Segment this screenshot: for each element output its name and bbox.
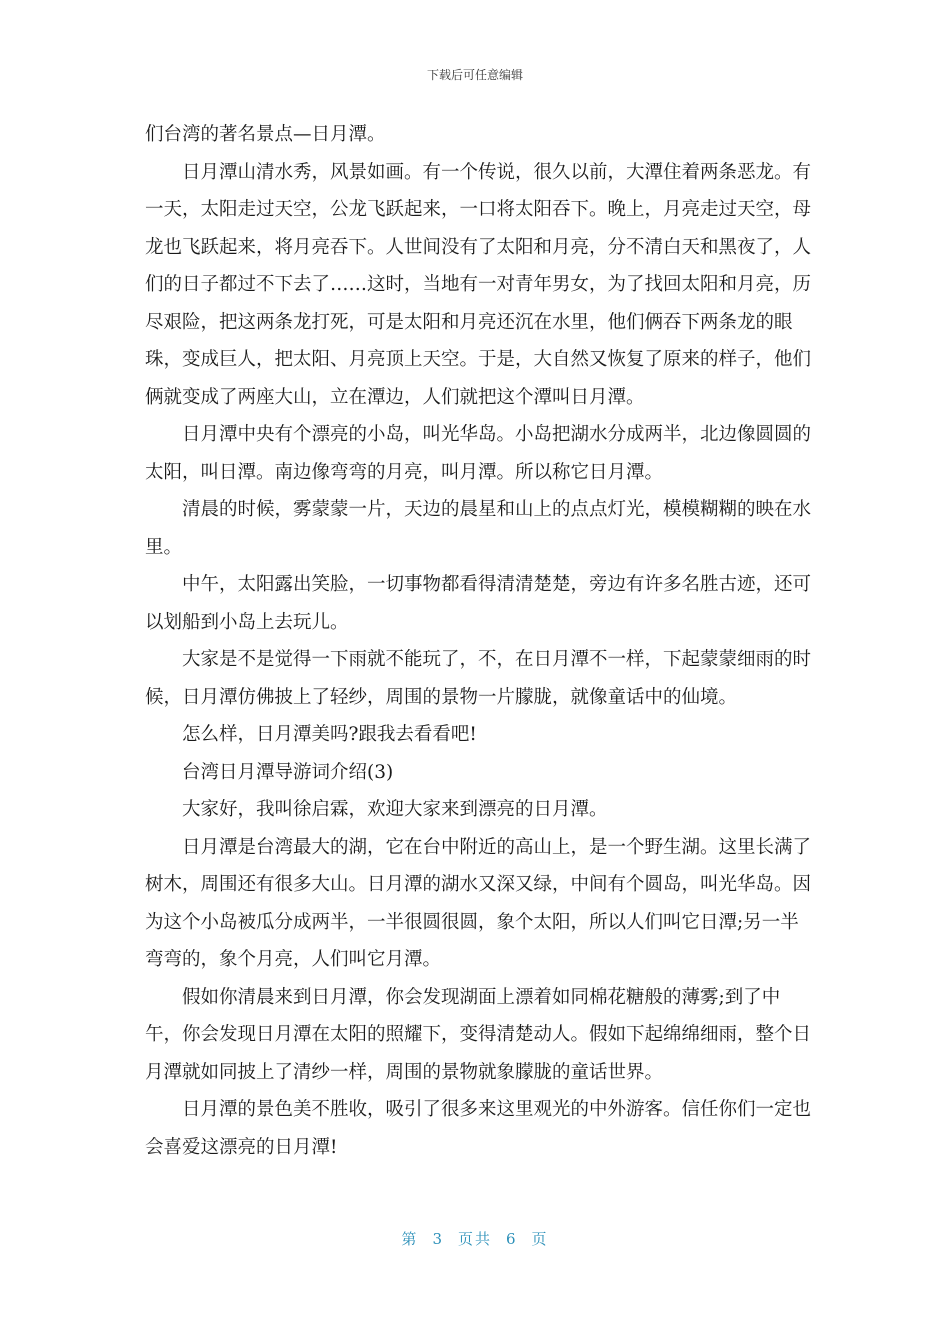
- paragraph: 日月潭的景色美不胜收，吸引了很多来这里观光的中外游客。信任你们一定也会喜爱这漂亮的日月潭!: [145, 1099, 812, 1158]
- paragraph: 日月潭山清水秀，风景如画。有一个传说，很久以前，大潭住着两条恶龙。有一天，太阳走过天空，公龙飞跃起来，一口将太阳吞下。晚上，月亮走过天空，母龙也飞跃起来，将月亮吞下。人世间没有了太阳和月亮，分不清白天和黑夜了，人们的日子都过不下去了……这时，当地有一对青年男女，为了找回太阳和月亮，历尽艰险，把这两条龙打死，可是太阳和月亮还沉在水里，他们俩吞下两条龙的眼珠，变成巨人，把太阳、月亮顶上天空。于是，大自然又恢复了原来的样子，他们俩就变成了两座大山，立在潭边，人们就把这个潭叫日月潭。: [145, 161, 812, 408]
- footer-suffix: 页: [531, 1230, 549, 1248]
- total-pages-number: 6: [506, 1230, 518, 1248]
- paragraph: 假如你清晨来到日月潭，你会发现湖面上漂着如同棉花糖般的薄雾;到了中午，你会发现日月潭在太阳的照耀下，变得清楚动人。假如下起绵绵细雨，整个日月潭就如同披上了清纱一样，周围的景物就象朦胧的童话世界。: [145, 986, 812, 1083]
- page-footer: [0, 1228, 950, 1249]
- footer-middle: 页共: [457, 1230, 492, 1248]
- paragraph: 中午，太阳露出笑脸，一切事物都看得清清楚楚，旁边有许多名胜古迹，还可以划船到小岛上去玩儿。: [145, 574, 812, 633]
- paragraph: 日月潭是台湾最大的湖，它在台中附近的高山上，是一个野生湖。这里长满了树木，周围还有很多大山。日月潭的湖水又深又绿，中间有个圆岛，叫光华岛。因为这个小岛被瓜分成两半，一半很圆很圆，象个太阳，所以人们叫它日潭;另一半弯弯的，象个月亮，人们叫它月潭。: [145, 836, 812, 970]
- paragraph: 们台湾的著名景点—日月潭。: [145, 124, 386, 145]
- page-header: 下载后可任意编辑: [426, 68, 523, 82]
- current-page-number: 3: [432, 1230, 444, 1248]
- document-body: [145, 116, 813, 1166]
- paragraph: 日月潭中央有个漂亮的小岛，叫光华岛。小岛把湖水分成两半，北边像圆圆的太阳，叫日潭。南边像弯弯的月亮，叫月潭。所以称它日月潭。: [145, 424, 812, 483]
- footer-prefix: 第: [401, 1230, 419, 1248]
- paragraph: 大家好，我叫徐启霖，欢迎大家来到漂亮的日月潭。: [182, 799, 608, 820]
- paragraph: 怎么样，日月潭美吗?跟我去看看吧!: [182, 724, 477, 745]
- paragraph: 大家是不是觉得一下雨就不能玩了，不，在日月潭不一样，下起蒙蒙细雨的时候，日月潭仿佛披上了轻纱，周围的景物一片朦胧，就像童话中的仙境。: [145, 649, 812, 708]
- section-heading: 台湾日月潭导游词介绍(3): [182, 761, 394, 783]
- paragraph: 清晨的时候，雾蒙蒙一片，天边的晨星和山上的点点灯光，模模糊糊的映在水里。: [145, 499, 812, 558]
